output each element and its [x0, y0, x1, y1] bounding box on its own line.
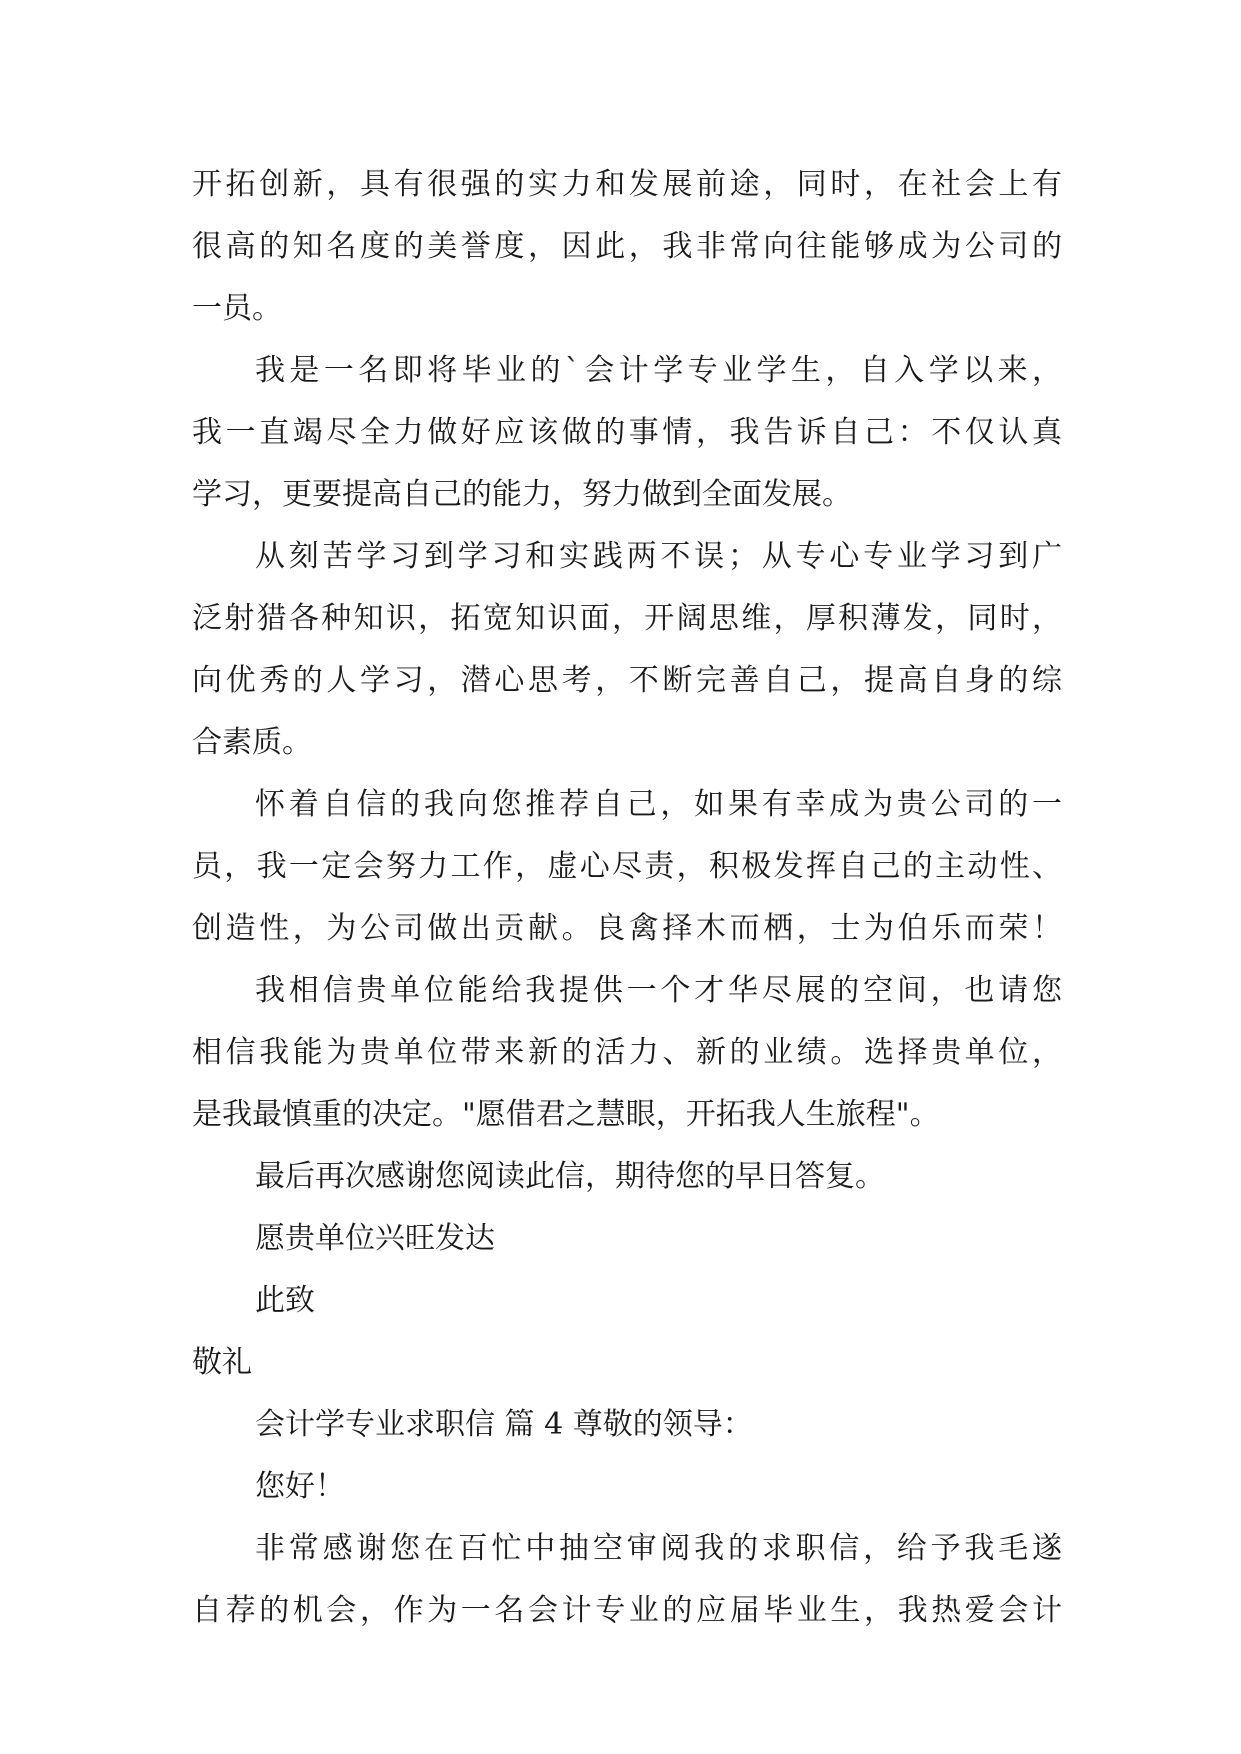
- paragraph-line: 是我最慎重的决定。"愿借君之慧眼，开拓我人生旅程"。: [192, 1097, 940, 1132]
- greeting: 您好！: [255, 1469, 345, 1504]
- paragraph-line: 创造性，为公司做出贡献。良禽择木而栖，士为伯乐而荣！: [192, 911, 1062, 946]
- paragraph-line: 员，我一定会努力工作，虚心尽责，积极发挥自己的主动性、: [192, 849, 1062, 884]
- paragraph-line: 学习，更要提高自己的能力，努力做到全面发展。: [192, 477, 852, 512]
- paragraph-line: 开拓创新，具有很强的实力和发展前途，同时，在社会上有: [192, 167, 1062, 202]
- paragraph-line: 怀着自信的我向您推荐自己，如果有幸成为贵公司的一: [255, 787, 1062, 822]
- closing-salutation: 此致: [255, 1283, 315, 1318]
- paragraph-line: 从刻苦学习到学习和实践两不误；从专心专业学习到广: [255, 539, 1062, 574]
- paragraph-line: 愿贵单位兴旺发达: [255, 1221, 495, 1256]
- letter-body: [192, 154, 1062, 1642]
- paragraph-line: 一员。: [192, 291, 282, 326]
- closing-regards: 敬礼: [192, 1345, 252, 1380]
- paragraph-line: 非常感谢您在百忙中抽空审阅我的求职信，给予我毛遂: [255, 1531, 1062, 1566]
- paragraph-line: 很高的知名度的美誉度，因此，我非常向往能够成为公司的: [192, 229, 1062, 264]
- paragraph-line: 我相信贵单位能给我提供一个才华尽展的空间，也请您: [255, 973, 1062, 1008]
- section-heading: 会计学专业求职信 篇 4 尊敬的领导：: [255, 1407, 753, 1442]
- paragraph-line: 最后再次感谢您阅读此信，期待您的早日答复。: [255, 1159, 885, 1194]
- paragraph-line: 相信我能为贵单位带来新的活力、新的业绩。选择贵单位，: [192, 1035, 1062, 1070]
- paragraph-line: 我是一名即将毕业的`会计学专业学生，自入学以来，: [255, 353, 1062, 388]
- paragraph-line: 泛射猎各种知识，拓宽知识面，开阔思维，厚积薄发，同时，: [192, 601, 1062, 636]
- paragraph-line: 自荐的机会，作为一名会计专业的应届毕业生，我热爱会计: [192, 1593, 1062, 1628]
- paragraph-line: 合素质。: [192, 725, 312, 760]
- paragraph-line: 我一直竭尽全力做好应该做的事情，我告诉自己：不仅认真: [192, 415, 1062, 450]
- paragraph-line: 向优秀的人学习，潜心思考，不断完善自己，提高自身的综: [192, 663, 1062, 698]
